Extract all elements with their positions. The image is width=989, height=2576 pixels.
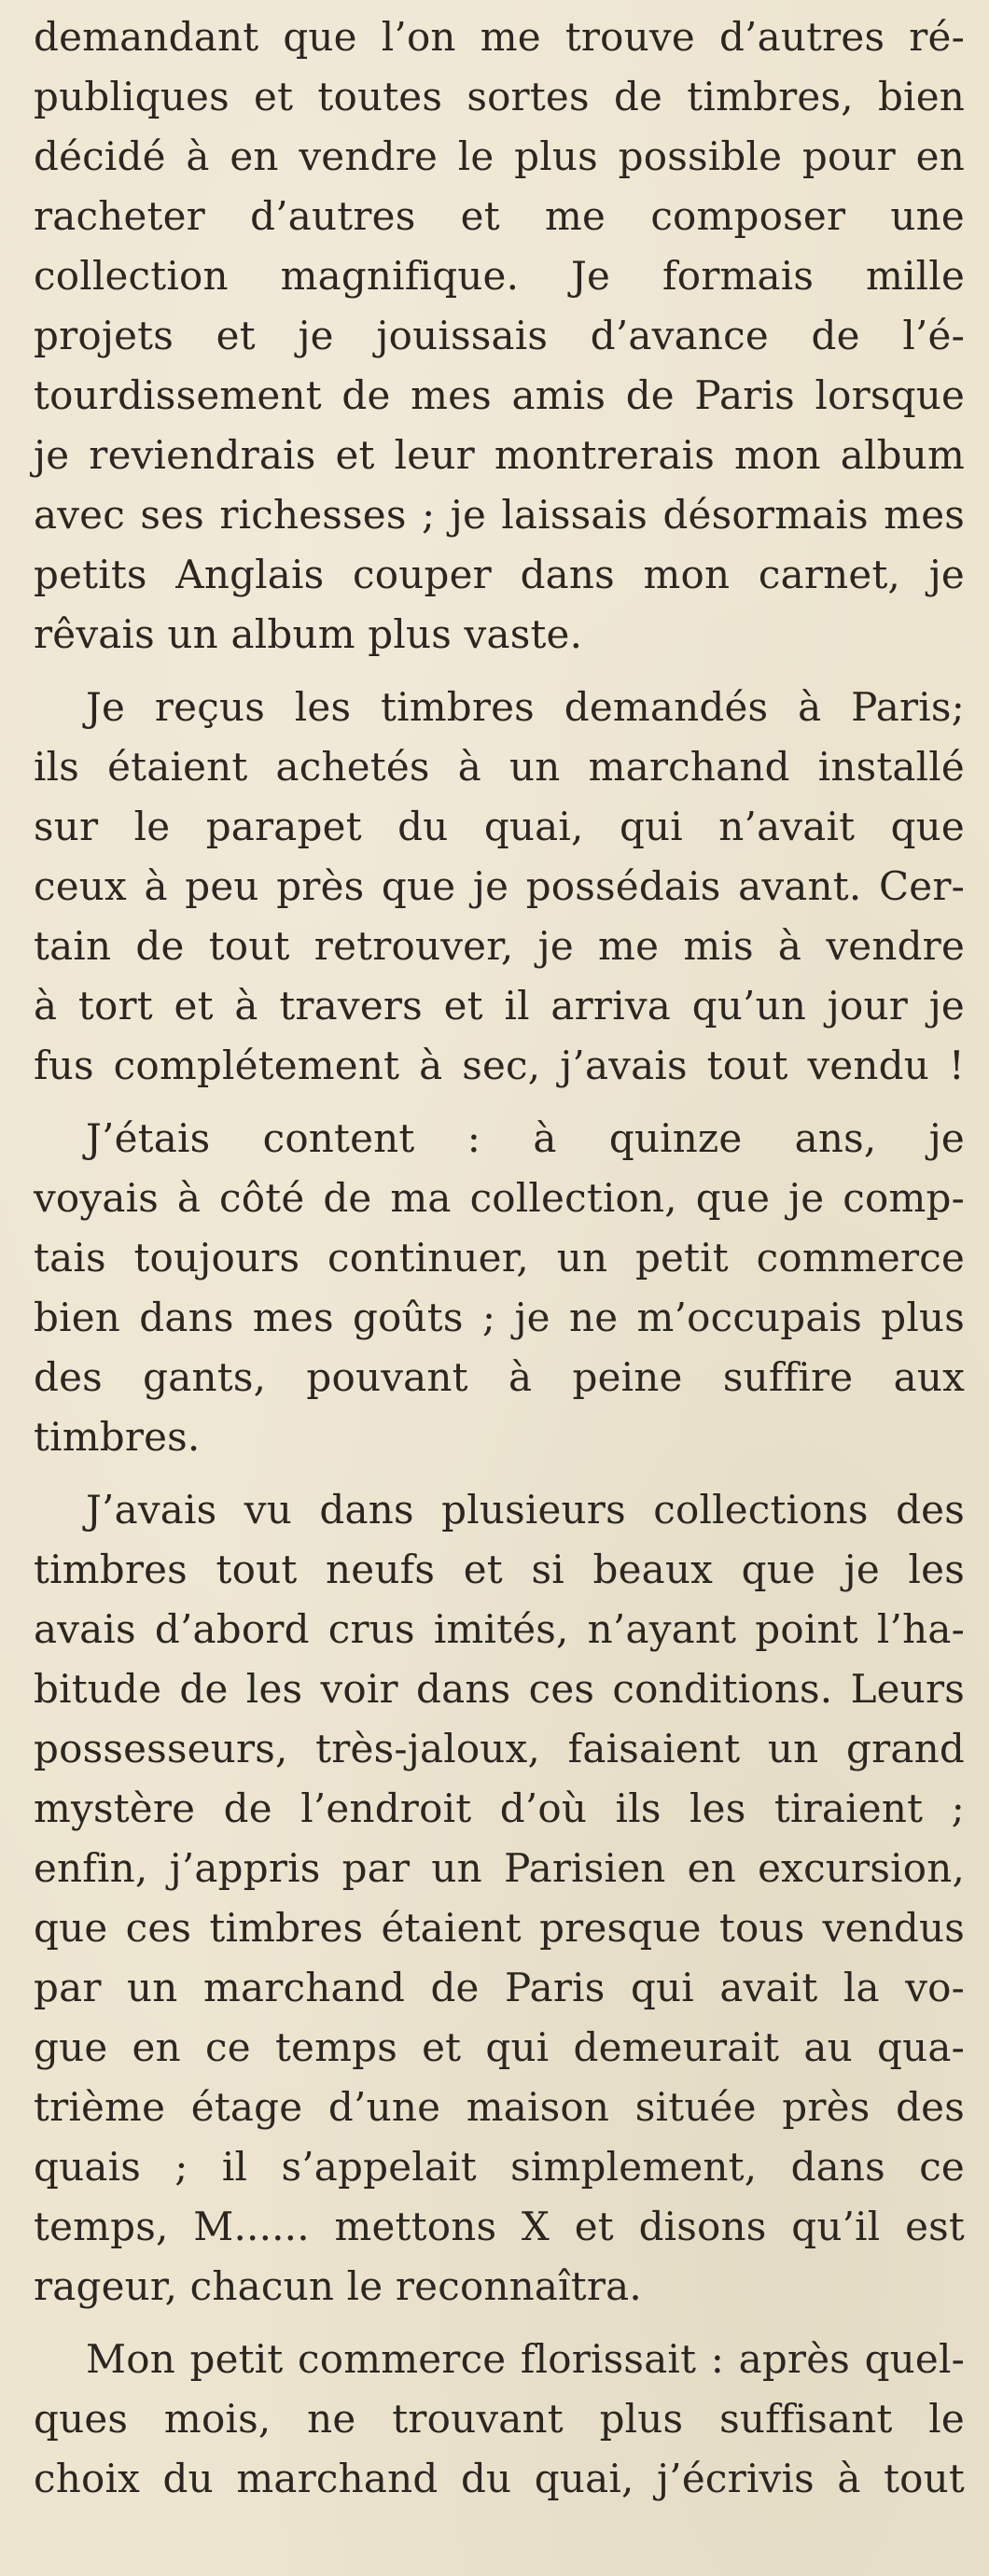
text-line: par un marchand de Paris qui avait la vo- xyxy=(34,1965,965,2010)
text-line: choix du marchand du quai, j’écrivis à tout xyxy=(34,2456,965,2501)
text-line: possesseurs, très-jaloux, faisaient un grand xyxy=(34,1726,965,1771)
text-line: projets et je jouissais d’avance de l’é- xyxy=(34,313,965,358)
text-line: à tort et à travers et il arriva qu’un jour je xyxy=(34,983,965,1029)
text-line: décidé à en vendre le plus possible pour en xyxy=(34,133,965,179)
text-line: timbres tout neufs et si beaux que je les xyxy=(34,1547,965,1592)
text-line: avec ses richesses ; je laissais désormais mes xyxy=(34,492,965,538)
text-line: avais d’abord crus imités, n’ayant point l’ha- xyxy=(34,1606,965,1652)
text-line: tain de tout retrouver, je me mis à vendre xyxy=(34,923,965,969)
text-line: des gants, pouvant à peine suffire aux xyxy=(34,1354,965,1400)
paragraph-5 xyxy=(34,2330,965,2509)
text-line: J’étais content : à quinze ans, je xyxy=(86,1115,965,1161)
text-line: rêvais un album plus vaste. xyxy=(34,611,583,657)
text-line: ils étaient achetés à un marchand installé xyxy=(34,744,965,790)
text-line: demandant que l’on me trouve d’autres ré- xyxy=(34,14,965,60)
text-line: tais toujours continuer, un petit commerce xyxy=(34,1235,965,1281)
text-line: gue en ce temps et qui demeurait au qua- xyxy=(34,2024,965,2070)
text-line: mystère de l’endroit d’où ils les tiraient ; xyxy=(34,1785,965,1831)
paragraph-3 xyxy=(34,1109,965,1467)
text-line: ques mois, ne trouvant plus suffisant le xyxy=(34,2396,965,2442)
text-line: enfin, j’appris par un Parisien en excursion, xyxy=(34,1845,965,1891)
paragraph-2 xyxy=(34,678,965,1096)
text-line: Mon petit commerce florissait : après quel- xyxy=(86,2336,965,2382)
text-line: bitude de les voir dans ces conditions. Leurs xyxy=(34,1666,965,1712)
text-line: temps, M...... mettons X et disons qu’il est xyxy=(34,2204,965,2249)
paragraph-4 xyxy=(34,1480,965,2317)
text-line: quais ; il s’appelait simplement, dans ce xyxy=(34,2144,965,2190)
text-line: je reviendrais et leur montrerais mon album xyxy=(34,432,965,478)
text-line: bien dans mes goûts ; je ne m’occupais plus xyxy=(34,1295,965,1340)
text-line: voyais à côté de ma collection, que je comp- xyxy=(34,1175,965,1221)
text-line: tourdissement de mes amis de Paris lorsque xyxy=(34,372,965,418)
text-line: collection magnifique. Je formais mille xyxy=(34,253,965,299)
text-line: rageur, chacun le reconnaîtra. xyxy=(34,2263,642,2309)
paragraph-1 xyxy=(34,7,965,665)
text-line: ceux à peu près que je possédais avant. Cer- xyxy=(34,863,965,909)
text-line: timbres. xyxy=(34,1414,201,1460)
text-column xyxy=(34,7,965,2509)
text-line: J’avais vu dans plusieurs collections des xyxy=(86,1487,965,1533)
text-line: petits Anglais couper dans mon carnet, je xyxy=(34,552,965,597)
text-line: publiques et toutes sortes de timbres, bien xyxy=(34,74,965,119)
text-line: racheter d’autres et me composer une xyxy=(34,193,965,239)
text-line: sur le parapet du quai, qui n’avait que xyxy=(34,804,965,849)
text-line: que ces timbres étaient presque tous vendus xyxy=(34,1905,965,1951)
text-line: fus complétement à sec, j’avais tout vendu ! xyxy=(34,1043,965,1088)
text-line: Je reçus les timbres demandés à Paris; xyxy=(86,684,965,730)
text-line: trième étage d’une maison située près des xyxy=(34,2084,965,2130)
